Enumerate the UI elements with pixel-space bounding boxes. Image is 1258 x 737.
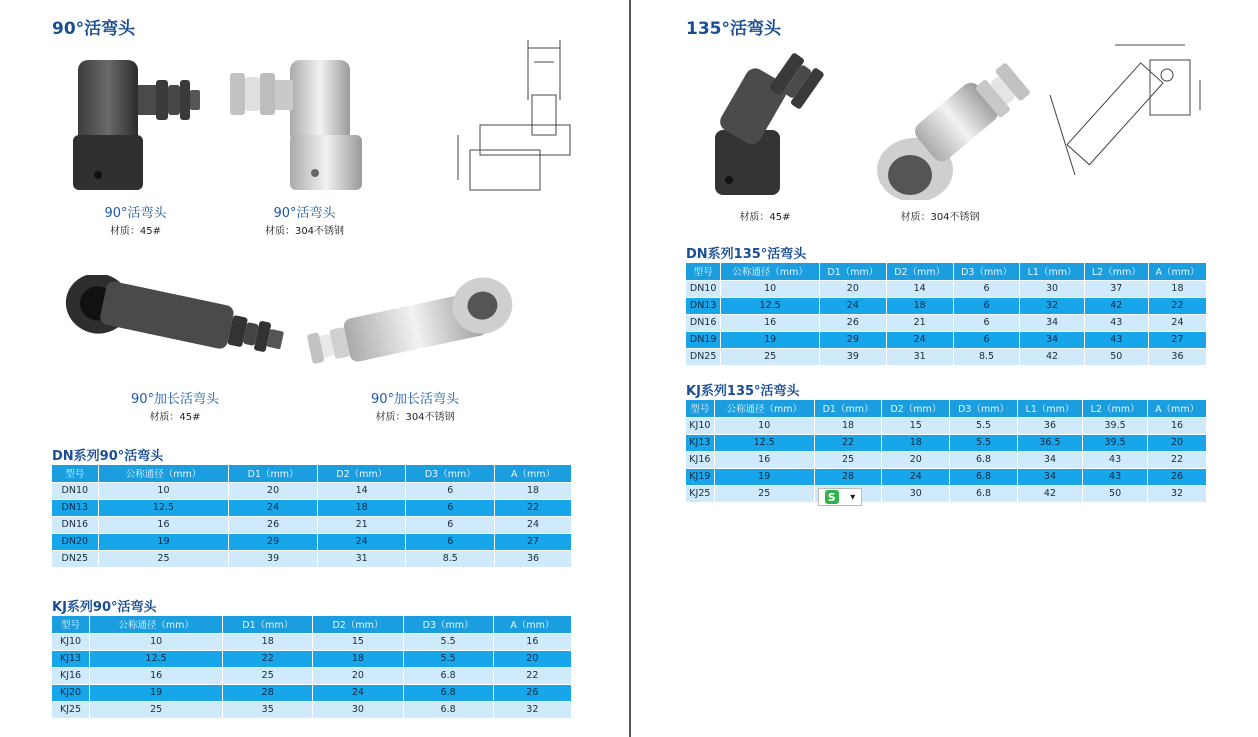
table-cell: 39.5: [1083, 417, 1148, 434]
table-row: [686, 468, 1207, 485]
table-cell: DN10: [52, 482, 98, 499]
column-header: L1（mm）: [1017, 400, 1082, 417]
table-cell: KJ19: [686, 468, 714, 485]
table-cell: KJ25: [686, 485, 714, 502]
table-cell: 26: [229, 516, 318, 533]
table-cell: 19: [721, 331, 820, 348]
table-cell: 31: [886, 348, 953, 365]
table-cell: 25: [714, 485, 814, 502]
table-cell: 22: [1148, 451, 1207, 468]
table-cell: 6: [406, 482, 495, 499]
dn-90-spec-table: [52, 465, 572, 567]
table-cell: 16: [714, 451, 814, 468]
table-cell: 20: [1148, 434, 1207, 451]
table-row: [52, 667, 572, 684]
table-cell: 20: [819, 280, 886, 297]
table-cell: DN25: [686, 348, 721, 365]
table-cell: 32: [1020, 297, 1084, 314]
table-row: [52, 533, 572, 550]
material-steel-90: 材质：304不锈钢: [264, 226, 345, 237]
table-cell: 18: [886, 297, 953, 314]
table-row: [686, 331, 1207, 348]
table-cell: DN20: [52, 533, 98, 550]
table-cell: 24: [882, 468, 950, 485]
table-cell: 24: [819, 297, 886, 314]
column-header: 公称通径（mm）: [721, 263, 820, 280]
dn-135-spec-table: [686, 263, 1207, 365]
kj-90-table-title: KJ系列90°活弯头: [52, 600, 157, 615]
table-cell: 8.5: [406, 550, 495, 567]
table-cell: 22: [493, 667, 571, 684]
column-header: A（mm）: [495, 465, 572, 482]
table-cell: 5.5: [403, 650, 493, 667]
table-cell: 34: [1020, 331, 1084, 348]
table-cell: 6: [953, 280, 1020, 297]
table-cell: DN19: [686, 331, 721, 348]
table-cell: 20: [882, 451, 950, 468]
column-header: D1（mm）: [819, 263, 886, 280]
table-cell: 6: [406, 516, 495, 533]
table-cell: 24: [1148, 314, 1206, 331]
table-row: [686, 348, 1207, 365]
table-row: [686, 434, 1207, 451]
table-cell: 16: [493, 633, 571, 650]
column-header: L2（mm）: [1084, 263, 1148, 280]
page-divider: [629, 0, 631, 737]
table-cell: 34: [1017, 451, 1082, 468]
table-row: [686, 417, 1207, 434]
column-header: 公称通径（mm）: [90, 616, 223, 633]
table-cell: 14: [317, 482, 406, 499]
column-header: A（mm）: [493, 616, 571, 633]
table-cell: 24: [229, 499, 318, 516]
table-cell: 5.5: [950, 434, 1018, 451]
table-cell: KJ20: [52, 684, 90, 701]
table-cell: 36: [1017, 417, 1082, 434]
table-cell: KJ10: [686, 417, 714, 434]
table-cell: 29: [819, 331, 886, 348]
table-cell: 22: [495, 499, 572, 516]
column-header: 公称通径（mm）: [98, 465, 229, 482]
table-cell: 37: [1084, 280, 1148, 297]
table-cell: KJ13: [52, 650, 90, 667]
table-cell: 25: [721, 348, 820, 365]
column-header: A（mm）: [1148, 263, 1206, 280]
table-cell: 8.5: [953, 348, 1020, 365]
table-cell: 34: [1020, 314, 1084, 331]
table-cell: 26: [493, 684, 571, 701]
table-cell: 6: [953, 331, 1020, 348]
column-header: 公称通径（mm）: [714, 400, 814, 417]
table-cell: KJ10: [52, 633, 90, 650]
table-cell: 27: [495, 533, 572, 550]
table-cell: 43: [1083, 451, 1148, 468]
table-cell: 25: [814, 451, 882, 468]
kj-135-table-title: KJ系列135°活弯头: [686, 384, 800, 399]
table-cell: 19: [98, 533, 229, 550]
table-cell: 18: [223, 633, 313, 650]
table-cell: 6.8: [403, 684, 493, 701]
table-cell: 42: [1084, 297, 1148, 314]
dark-90-elbow-image: [68, 55, 203, 195]
table-cell: DN16: [52, 516, 98, 533]
column-header: D1（mm）: [814, 400, 882, 417]
column-header: L2（mm）: [1083, 400, 1148, 417]
table-cell: 32: [1148, 485, 1207, 502]
table-cell: 24: [495, 516, 572, 533]
table-cell: KJ16: [686, 451, 714, 468]
page-title-left: 90°活弯头: [52, 19, 136, 39]
table-cell: 20: [493, 650, 571, 667]
table-cell: 36: [1148, 348, 1206, 365]
column-header: D1（mm）: [223, 616, 313, 633]
table-cell: 16: [721, 314, 820, 331]
table-row: [52, 516, 572, 533]
table-cell: 43: [1084, 331, 1148, 348]
table-cell: 32: [493, 701, 571, 718]
table-cell: 30: [313, 701, 403, 718]
table-cell: 22: [223, 650, 313, 667]
table-cell: 28: [814, 468, 882, 485]
table-cell: 25: [90, 701, 223, 718]
table-cell: 29: [229, 533, 318, 550]
column-header: 型号: [52, 465, 98, 482]
table-cell: 6: [406, 533, 495, 550]
dark-90-extended-elbow-image: [60, 275, 290, 375]
table-cell: 22: [814, 434, 882, 451]
table-cell: 20: [313, 667, 403, 684]
table-cell: 6.8: [950, 451, 1018, 468]
table-cell: 42: [1017, 485, 1082, 502]
table-header-row: [52, 465, 572, 482]
table-cell: 39: [229, 550, 318, 567]
table-cell: 16: [90, 667, 223, 684]
table-cell: 6.8: [950, 468, 1018, 485]
table-cell: 6.8: [403, 701, 493, 718]
table-row: [52, 701, 572, 718]
table-cell: KJ13: [686, 434, 714, 451]
column-header: D1（mm）: [229, 465, 318, 482]
table-cell: 24: [317, 533, 406, 550]
table-header-row: [686, 400, 1207, 417]
table-cell: 10: [98, 482, 229, 499]
table-cell: 18: [1148, 280, 1206, 297]
table-cell: 36: [495, 550, 572, 567]
table-row: [52, 650, 572, 667]
column-header: L1（mm）: [1020, 263, 1084, 280]
table-cell: 20: [229, 482, 318, 499]
table-cell: 30: [882, 485, 950, 502]
table-cell: KJ25: [52, 701, 90, 718]
column-header: 型号: [52, 616, 90, 633]
dn-135-table-title: DN系列135°活弯头: [686, 247, 807, 262]
table-cell: 25: [223, 667, 313, 684]
table-cell: 24: [313, 684, 403, 701]
table-cell: 19: [714, 468, 814, 485]
table-row: [52, 684, 572, 701]
table-row: [52, 633, 572, 650]
table-cell: 27: [1148, 331, 1206, 348]
column-header: D2（mm）: [886, 263, 953, 280]
table-cell: 26: [1148, 468, 1207, 485]
table-cell: 21: [317, 516, 406, 533]
table-cell: 39: [819, 348, 886, 365]
table-row: [52, 499, 572, 516]
column-header: D2（mm）: [882, 400, 950, 417]
table-cell: 16: [1148, 417, 1207, 434]
table-cell: 15: [313, 633, 403, 650]
ime-toolbar-widget[interactable]: [818, 488, 862, 506]
material-steel-135: 材质：304不锈钢: [900, 212, 980, 223]
table-cell: DN13: [52, 499, 98, 516]
column-header: A（mm）: [1148, 400, 1207, 417]
table-cell: KJ16: [52, 667, 90, 684]
sogou-ime-icon[interactable]: S: [825, 490, 839, 504]
table-cell: 30: [1020, 280, 1084, 297]
table-row: [52, 482, 572, 499]
page-title-right: 135°活弯头: [686, 19, 781, 39]
column-header: D2（mm）: [317, 465, 406, 482]
caption-steel-90: 90°活弯头: [273, 206, 336, 221]
column-header: D3（mm）: [953, 263, 1020, 280]
table-cell: 12.5: [721, 297, 820, 314]
table-cell: 15: [882, 417, 950, 434]
table-cell: 10: [721, 280, 820, 297]
135-elbow-drawing: [1035, 35, 1210, 185]
chevron-down-icon[interactable]: ▾: [850, 491, 856, 503]
material-dark-135: 材质：45#: [739, 212, 791, 223]
material-dark-90-extended: 材质：45#: [149, 412, 201, 423]
table-cell: 36.5: [1017, 434, 1082, 451]
material-steel-90-extended: 材质：304不锈钢: [375, 412, 455, 423]
table-row: [686, 314, 1207, 331]
column-header: D3（mm）: [950, 400, 1018, 417]
table-cell: 39.5: [1083, 434, 1148, 451]
table-cell: 5.5: [950, 417, 1018, 434]
table-row: [52, 550, 572, 567]
table-cell: 6: [953, 297, 1020, 314]
table-cell: 6.8: [950, 485, 1018, 502]
table-cell: 24: [886, 331, 953, 348]
table-row: [686, 280, 1207, 297]
table-row: [686, 485, 1207, 502]
table-cell: 28: [223, 684, 313, 701]
table-cell: DN13: [686, 297, 721, 314]
steel-135-elbow-image: [870, 40, 1030, 200]
table-cell: 6: [406, 499, 495, 516]
table-cell: 25: [98, 550, 229, 567]
table-cell: 16: [98, 516, 229, 533]
table-cell: 22: [1148, 297, 1206, 314]
column-header: 型号: [686, 263, 721, 280]
table-cell: 18: [814, 417, 882, 434]
table-cell: 10: [90, 633, 223, 650]
table-cell: 18: [317, 499, 406, 516]
table-row: [686, 451, 1207, 468]
column-header: D2（mm）: [313, 616, 403, 633]
caption-dark-90-extended: 90°加长活弯头: [130, 392, 220, 407]
table-header-row: [52, 616, 572, 633]
90-elbow-drawing: [450, 40, 590, 200]
table-cell: 42: [1020, 348, 1084, 365]
table-cell: 50: [1084, 348, 1148, 365]
table-cell: 18: [313, 650, 403, 667]
caption-dark-90: 90°活弯头: [104, 206, 167, 221]
column-header: 型号: [686, 400, 714, 417]
steel-90-extended-elbow-image: [305, 270, 525, 380]
caption-steel-90-extended: 90°加长活弯头: [370, 392, 460, 407]
table-cell: DN25: [52, 550, 98, 567]
table-header-row: [686, 263, 1207, 280]
table-cell: 14: [886, 280, 953, 297]
table-cell: 21: [886, 314, 953, 331]
material-dark-90: 材质：45#: [109, 226, 162, 237]
table-cell: 6.8: [403, 667, 493, 684]
steel-90-elbow-image: [220, 55, 365, 195]
kj-135-spec-table: [686, 400, 1207, 502]
table-cell: 12.5: [98, 499, 229, 516]
table-cell: 43: [1084, 314, 1148, 331]
table-cell: 19: [90, 684, 223, 701]
dn-90-table-title: DN系列90°活弯头: [52, 449, 164, 464]
table-cell: 12.5: [90, 650, 223, 667]
column-header: D3（mm）: [403, 616, 493, 633]
table-cell: 18: [882, 434, 950, 451]
table-cell: 50: [1083, 485, 1148, 502]
dark-135-elbow-image: [705, 40, 825, 200]
table-cell: DN10: [686, 280, 721, 297]
column-header: D3（mm）: [406, 465, 495, 482]
kj-90-spec-table: [52, 616, 572, 718]
table-cell: 31: [317, 550, 406, 567]
table-cell: 35: [223, 701, 313, 718]
table-row: [686, 297, 1207, 314]
table-cell: 12.5: [714, 434, 814, 451]
table-cell: 18: [495, 482, 572, 499]
table-cell: 6: [953, 314, 1020, 331]
table-cell: DN16: [686, 314, 721, 331]
table-cell: 5.5: [403, 633, 493, 650]
table-cell: 34: [1017, 468, 1082, 485]
table-cell: 43: [1083, 468, 1148, 485]
table-cell: 10: [714, 417, 814, 434]
table-cell: 26: [819, 314, 886, 331]
